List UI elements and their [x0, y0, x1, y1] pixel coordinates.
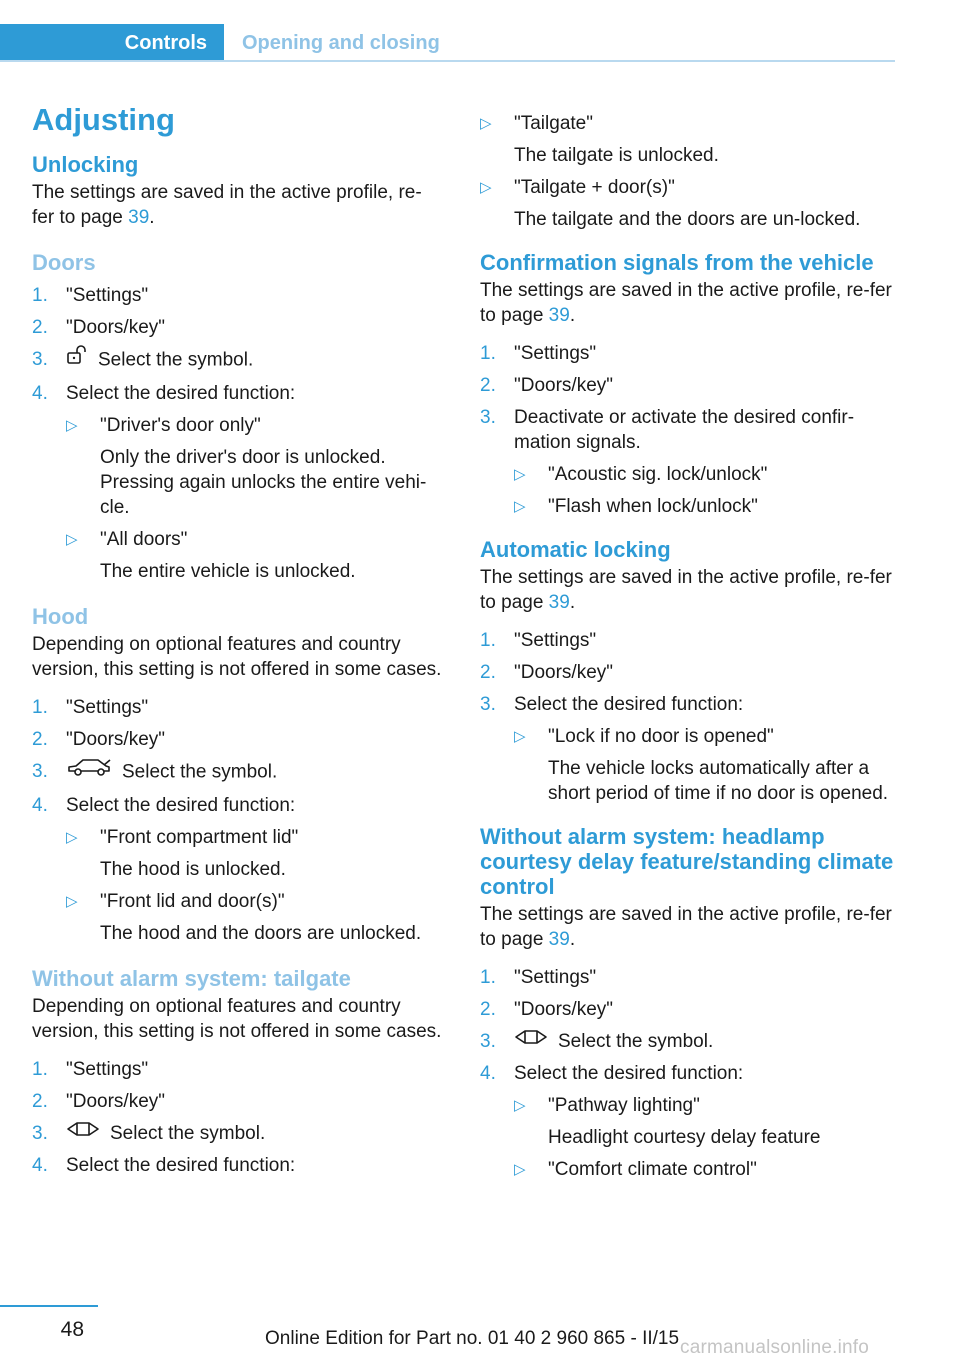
tailgate-text: Depending on optional features and country version, this setting is not offered in some cases.: [32, 996, 442, 1042]
hood-text: Depending on optional features and country version, this setting is not offered in some cases.: [32, 634, 442, 680]
list-item: 2. "Doors/key": [480, 375, 614, 396]
left-column: [32, 100, 442, 1178]
list-item: ▷ "Driver's door only" Only the driver's door is unlocked. Pressing again unlocks the entire vehi-cle.: [66, 415, 427, 518]
heading-unlocking: Unlocking: [32, 152, 139, 177]
section-tab-opening-closing[interactable]: Opening and closing: [242, 32, 440, 54]
list-item: 4. Select the desired function:: [32, 1155, 296, 1177]
confirmation-options: [514, 462, 895, 519]
watermark: carmanualsonline.info: [680, 1337, 870, 1358]
list-item: 1. "Settings": [480, 967, 597, 988]
auto-lock-text: The settings are saved in the active profile, re-fer to page 39.: [480, 567, 892, 613]
list-item: 3. Select the symbol.: [32, 1121, 442, 1146]
headlamp-text: The settings are saved in the active profile, re-fer to page 39.: [480, 904, 892, 950]
heading-doors: Doors: [32, 250, 96, 275]
list-item: 2. "Doors/key": [32, 317, 166, 338]
list-item: 1. "Settings": [32, 285, 149, 306]
list-item: 4. Select the desired function: ▷ "Driver's door only" Only the driver's door is unlocked. Pressing again unlocks the entire vehi-cle. ▷ "All doors" The entire vehicle is unlocked.: [32, 381, 442, 584]
list-item: 2. "Doors/key": [32, 729, 166, 750]
list-item: 3. Select the symbol.: [480, 1029, 895, 1054]
car-tailgate-icon: [514, 1027, 548, 1052]
heading-tailgate: Without alarm system: tailgate: [32, 966, 351, 991]
list-item: 3. Select the desired function: ▷ "Lock if no door is opened" The vehicle locks automatically after a short period of time if no door is opened.: [480, 692, 895, 806]
list-item: 4. Select the desired function: ▷ "Pathway lighting" Headlight courtesy delay feature ▷ "Comfort climate control": [480, 1061, 895, 1182]
list-item: ▷ "Acoustic sig. lock/unlock": [514, 464, 768, 485]
car-tailgate-icon: [66, 1119, 100, 1144]
list-item: ▷ "Lock if no door is opened" The vehicle locks automatically after a short period of time if no door is opened.: [514, 726, 889, 804]
list-item: 1. "Settings": [480, 343, 597, 364]
unlock-icon: [66, 345, 88, 372]
auto-lock-steps: [480, 628, 895, 806]
heading-automatic-locking: Automatic locking: [480, 537, 671, 562]
list-item: ▷ "Tailgate" The tailgate is unlocked.: [480, 113, 719, 166]
list-item: 2. "Doors/key": [480, 999, 614, 1020]
heading-confirmation-signals: Confirmation signals from the vehicle: [480, 250, 874, 275]
doors-options: [66, 413, 442, 584]
hood-options: [66, 825, 442, 946]
page-link[interactable]: 39: [548, 929, 570, 950]
list-item: ▷ "Comfort climate control": [514, 1159, 757, 1181]
unlocking-text: The settings are saved in the active profile, re-fer to page 39.: [32, 182, 422, 228]
list-item: ▷ "Front compartment lid" The hood is unlocked.: [66, 827, 299, 880]
footer-divider: [0, 1305, 98, 1307]
car-hood-icon: [66, 757, 112, 784]
page-link[interactable]: 39: [548, 305, 570, 326]
right-column: [480, 104, 895, 1182]
headlamp-steps: [480, 965, 895, 1182]
list-item: ▷ "All doors" The entire vehicle is unlocked.: [66, 529, 356, 582]
list-item: 3. Select the symbol.: [32, 759, 442, 786]
hood-steps: [32, 695, 442, 946]
page-link[interactable]: 39: [128, 207, 150, 228]
list-item: ▷ "Flash when lock/unlock": [514, 496, 758, 517]
list-item: 3. Deactivate or activate the desired confir-mation signals. ▷ "Acoustic sig. lock/unlock" ▷ "Flash when lock/unlock": [480, 405, 895, 519]
list-item: 2. "Doors/key": [32, 1091, 166, 1112]
heading-headlamp-courtesy: Without alarm system: headlamp courtesy delay feature/standing climate control: [480, 824, 894, 899]
heading-hood: Hood: [32, 604, 89, 629]
list-item: ▷ "Pathway lighting" Headlight courtesy delay feature: [514, 1095, 821, 1149]
confirmation-text: The settings are saved in the active profile, re-fer to page 39.: [480, 280, 892, 326]
list-item: 4. Select the desired function: ▷ "Front compartment lid" The hood is unlocked. ▷ "Front lid and door(s)" The hood and the doors are unlocked.: [32, 793, 442, 946]
header-divider: [0, 60, 895, 62]
page-header: [0, 24, 895, 62]
headlamp-options: [514, 1093, 895, 1182]
list-item: ▷ "Tailgate + door(s)" The tailgate and the doors are un-locked.: [480, 177, 861, 230]
tailgate-options: [480, 111, 895, 232]
page-title: Adjusting: [32, 102, 175, 137]
tailgate-steps: [32, 1057, 442, 1178]
list-item: 3. Select the symbol.: [32, 347, 442, 374]
confirmation-steps: [480, 341, 895, 519]
list-item: 1. "Settings": [480, 630, 597, 651]
page-number: 48: [60, 1318, 84, 1341]
doors-steps: [32, 283, 442, 584]
list-item: 2. "Doors/key": [480, 662, 614, 683]
page-link[interactable]: 39: [548, 592, 570, 613]
list-item: ▷ "Front lid and door(s)" The hood and the doors are unlocked.: [66, 891, 422, 944]
list-item: 1. "Settings": [32, 1059, 149, 1080]
edition-text: Online Edition for Part no. 01 40 2 960 865 - II/15: [265, 1328, 680, 1349]
auto-lock-options: [514, 724, 895, 806]
section-tab-controls[interactable]: Controls: [0, 24, 224, 62]
list-item: 1. "Settings": [32, 697, 149, 718]
